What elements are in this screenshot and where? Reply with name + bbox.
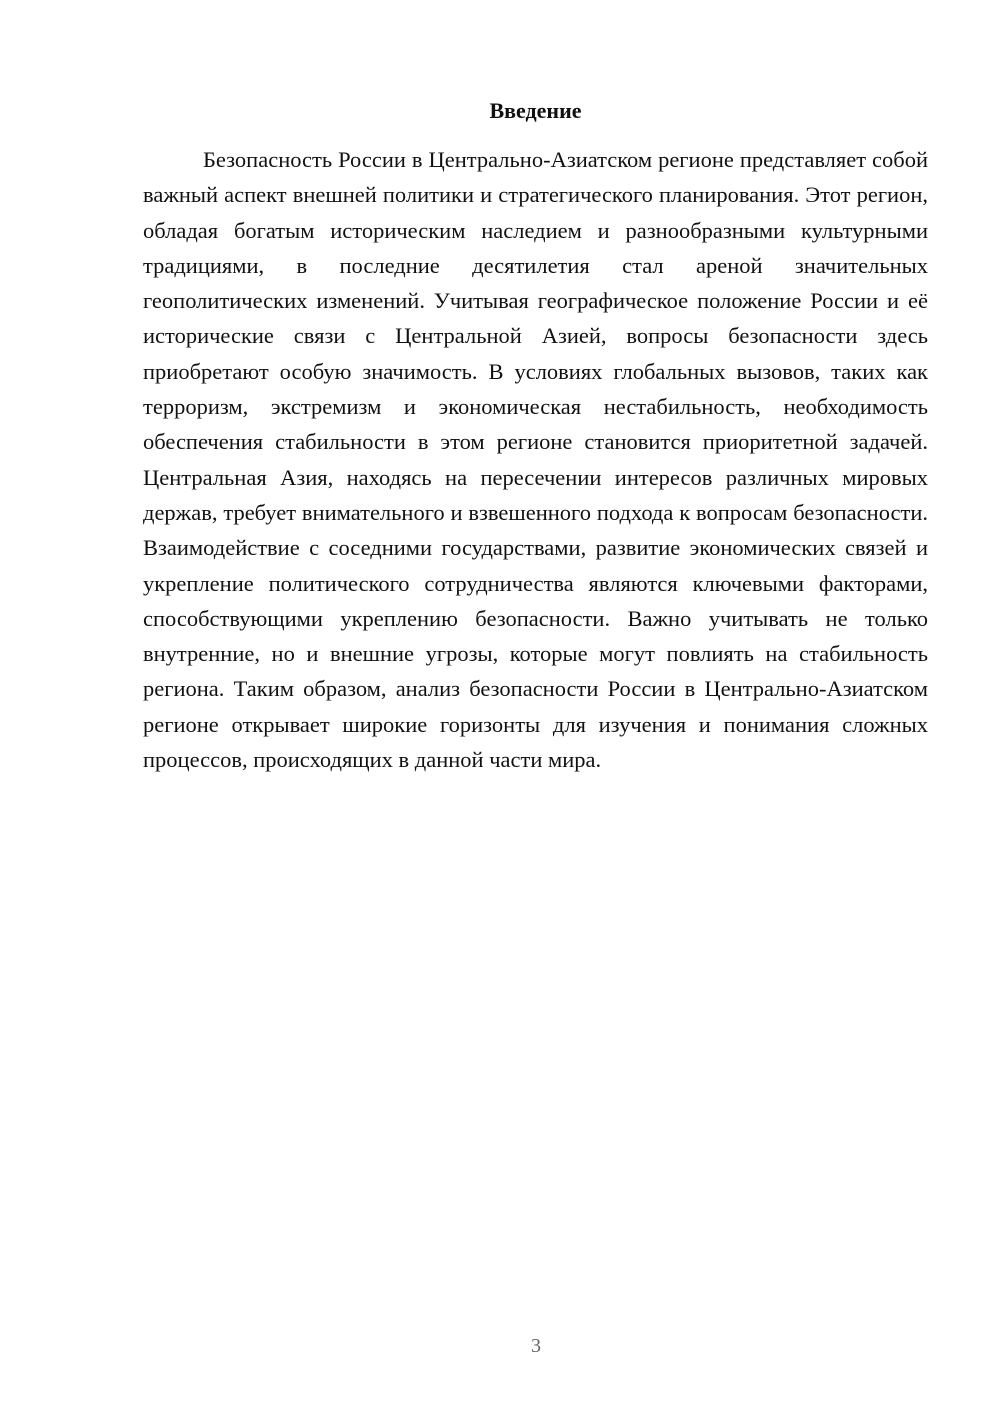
page-number: 3 [531, 1335, 541, 1357]
body-paragraph: Безопасность России в Центрально-Азиатском регионе представляет собой важный аспект внешней политики и стратегического планирования. Этот регион, обладая богатым историческим наследием и разнообразными культурными традициями, в последние десятилетия стал ареной значительных геополитических изменений. Учитывая географическое положение России и её исторические связи с Центральной Азией, вопросы безопасности здесь приобретают особую значимость. В условиях глобальных вызовов, таких как терроризм, экстремизм и экономическая нестабильность, необходимость обеспечения стабильности в этом регионе становится приоритетной задачей. Центральная Азия, находясь на пересечении интересов различных мировых держав, требует внимательного и взвешенного подхода к вопросам безопасности. Взаимодействие с соседними государствами, развитие экономических связей и укрепление политического сотрудничества являются ключевыми факторами, способствующими укреплению безопасности. Важно учитывать не только внутренние, но и внешние угрозы, которые могут повлиять на стабильность региона. Таким образом, анализ безопасности России в Центрально-Азиатском регионе открывает широкие горизонты для изучения и понимания сложных процессов, происходящих в данной части мира. [143, 147, 928, 773]
section-heading: Введение [489, 98, 582, 123]
